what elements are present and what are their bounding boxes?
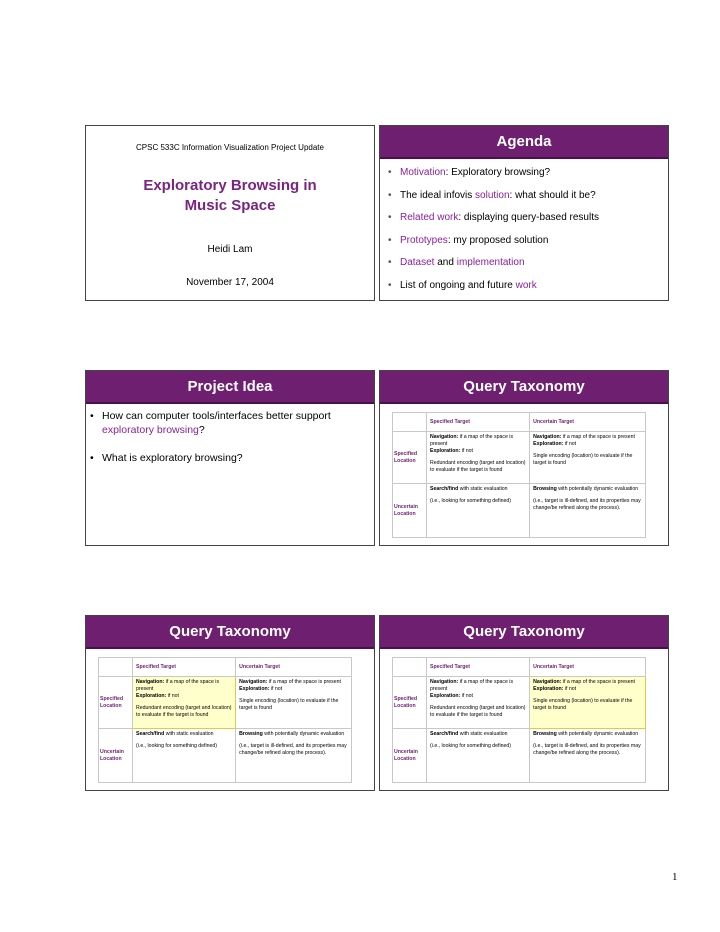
project-idea-slide: [85, 370, 375, 546]
page-number: 1: [672, 871, 678, 883]
list-item: • How can computer tools/interfaces better support exploratory browsing?: [90, 409, 366, 437]
title-slide: [85, 125, 375, 301]
table-cell: Browsing with potentially dynamic evaluation (i.e., target is ill-defined, and its properties may change/be refined along the process).: [530, 484, 646, 538]
table-cell: Browsing with potentially dynamic evaluation (i.e., target is ill-defined, and its properties may change/be refined along the process).: [530, 729, 646, 783]
slide-header: Query Taxonomy: [86, 616, 374, 649]
list-item: • Dataset and implementation: [388, 256, 662, 279]
taxonomy-table: [392, 657, 646, 783]
agenda-list: [380, 159, 668, 301]
slide-header: Query Taxonomy: [380, 616, 668, 649]
author: Heidi Lam: [207, 244, 253, 255]
list-item: • What is exploratory browsing?: [90, 451, 366, 465]
idea-list: [86, 404, 374, 465]
list-item: • Related work: displaying query-based results: [388, 211, 662, 234]
course-name: CPSC 533C Information Visualization Project Update: [136, 143, 324, 152]
table-cell: Navigation: if a map of the space is present Exploration: if not Redundant encoding (target and location) to evaluate if the target is found: [427, 677, 530, 729]
presentation-date: November 17, 2004: [186, 277, 274, 288]
list-item: • Prototypes: my proposed solution: [388, 234, 662, 257]
col-header-specified: Specified Target: [427, 413, 530, 432]
row-header-uncertain: Uncertain Location: [393, 484, 427, 538]
taxonomy-table: [392, 412, 646, 538]
agenda-slide: [379, 125, 669, 301]
col-header-uncertain: Uncertain Target: [530, 658, 646, 677]
table-cell-highlighted: Navigation: if a map of the space is present Exploration: if not Single encoding (location) to evaluate if the target is found: [530, 677, 646, 729]
col-header-uncertain: Uncertain Target: [236, 658, 352, 677]
query-taxonomy-slide-1: [379, 370, 669, 546]
table-cell: Search/find with static evaluation (i.e., looking for something defined): [427, 729, 530, 783]
presentation-title: Exploratory Browsing in Music Space: [143, 177, 317, 214]
slide-header: Query Taxonomy: [380, 371, 668, 404]
table-cell: Navigation: if a map of the space is present Exploration: if not Single encoding (location) to evaluate if the target is found: [236, 677, 352, 729]
table-cell-highlighted: Navigation: if a map of the space is present Exploration: if not Redundant encoding (target and location) to evaluate if the target is found: [133, 677, 236, 729]
table-cell: Search/find with static evaluation (i.e., looking for something defined): [133, 729, 236, 783]
table-cell: Navigation: if a map of the space is present Exploration: if not Redundant encoding (target and location) to evaluate if the target is found: [427, 432, 530, 484]
query-taxonomy-slide-2: [85, 615, 375, 791]
row-header-specified: Specified Location: [393, 432, 427, 484]
list-item: • The ideal infovis solution: what should it be?: [388, 189, 662, 212]
row-header-uncertain: Uncertain Location: [393, 729, 427, 783]
slide-header: Project Idea: [86, 371, 374, 404]
table-cell: Navigation: if a map of the space is present Exploration: if not Single encoding (location) to evaluate if the target is found: [530, 432, 646, 484]
col-header-uncertain: Uncertain Target: [530, 413, 646, 432]
table-cell: Browsing with potentially dynamic evaluation (i.e., target is ill-defined, and its properties may change/be refined along the process).: [236, 729, 352, 783]
row-header-uncertain: Uncertain Location: [99, 729, 133, 783]
row-header-specified: Specified Location: [393, 677, 427, 729]
col-header-specified: Specified Target: [133, 658, 236, 677]
list-item: • List of ongoing and future work: [388, 279, 662, 302]
taxonomy-table: [98, 657, 352, 783]
list-item: • Motivation: Exploratory browsing?: [388, 166, 662, 189]
table-cell: Search/find with static evaluation (i.e., looking for something defined): [427, 484, 530, 538]
query-taxonomy-slide-3: [379, 615, 669, 791]
row-header-specified: Specified Location: [99, 677, 133, 729]
slide-header: Agenda: [380, 126, 668, 159]
col-header-specified: Specified Target: [427, 658, 530, 677]
